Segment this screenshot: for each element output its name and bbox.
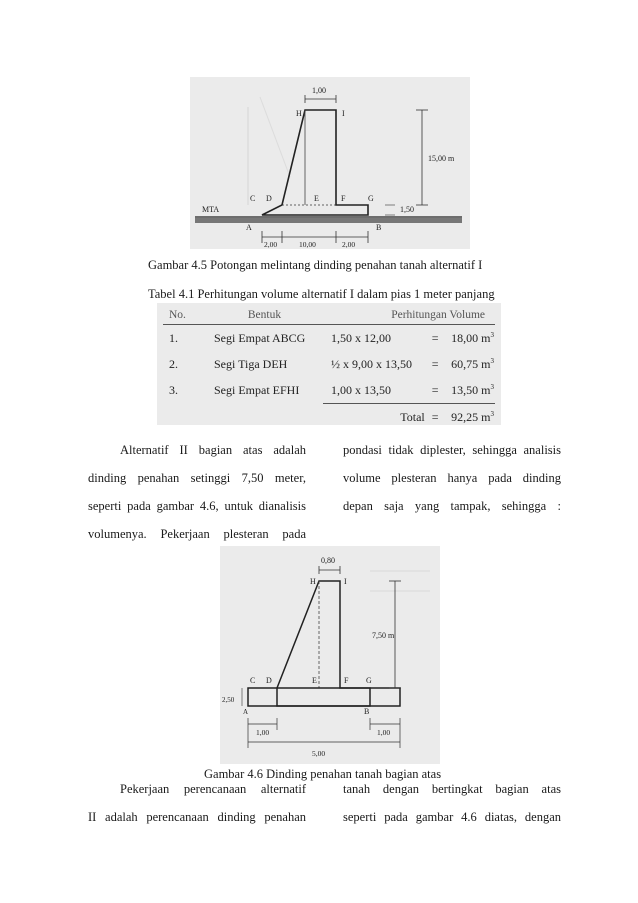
figure-4-6 (220, 546, 440, 764)
th-bentuk: Bentuk (206, 305, 323, 325)
cell-eq: = (431, 330, 439, 345)
point-D: D (266, 676, 272, 685)
point-C: C (250, 194, 256, 203)
foundation-block (248, 688, 400, 706)
point-A: A (243, 708, 249, 716)
cell-value: 60,75 (451, 356, 479, 371)
cell-calc: 1,00 x 13,50 (331, 382, 391, 397)
cell-unit-sup: 3 (490, 356, 494, 365)
text-line: seperti pada gambar 4.6 diatas, dengan (343, 810, 561, 824)
text-line: Alternatif II bagian atas adalah (120, 443, 306, 457)
figure-4-5 (190, 77, 470, 249)
dim-left: 1,00 (256, 728, 270, 737)
table-row (163, 351, 495, 377)
point-F: F (344, 676, 349, 685)
point-H: H (310, 577, 316, 586)
point-B: B (364, 707, 370, 716)
text-line: pondasi tidak diplester, sehingga analisis (343, 443, 561, 457)
text-line: seperti pada gambar 4.6, untuk dianalisis (88, 499, 306, 513)
figure-4-5-caption: Gambar 4.5 Potongan melintang dinding penahan tanah alternatif I (148, 258, 483, 272)
text-line: Pekerjaan perencanaan alternatif (120, 782, 306, 796)
dim-base-thick: 1,50 (400, 205, 414, 214)
text-line: volume plesteran hanya pada dinding (343, 471, 561, 485)
dim-right: 1,00 (377, 728, 391, 737)
point-E: E (314, 194, 319, 203)
total-value: 92,25 (451, 409, 479, 424)
paragraph-2-right (343, 775, 561, 831)
cell-shape: Segi Empat EFHI (214, 382, 300, 397)
cell-shape: Segi Empat ABCG (214, 330, 306, 345)
total-unit-sup: 3 (490, 409, 494, 418)
paragraph-1-left (88, 436, 306, 548)
cell-unit: m (481, 330, 491, 345)
text-line: dinding penahan setinggi 7,50 meter, (88, 471, 306, 485)
point-G: G (366, 676, 372, 685)
cell-no: 1. (169, 330, 178, 345)
cell-unit-sup: 3 (490, 330, 494, 339)
cell-eq: = (431, 382, 439, 397)
dim-left: 2,00 (264, 240, 278, 249)
cell-no: 3. (169, 382, 178, 397)
dim-height: 7,50 m (372, 631, 395, 640)
point-H: H (296, 109, 302, 118)
table-row (163, 325, 495, 352)
total-unit: m (481, 409, 491, 424)
dim-total: 5,00 (312, 749, 326, 758)
label-mta: MTA (202, 205, 220, 214)
point-A: A (246, 223, 252, 232)
cell-value: 18,00 (451, 330, 479, 345)
figure-4-5-drawing (190, 77, 470, 249)
total-eq: = (431, 404, 442, 431)
table-total-row (163, 404, 495, 431)
total-label: Total (323, 404, 431, 431)
cell-value: 13,50 (451, 382, 479, 397)
point-I: I (342, 109, 345, 118)
table-4-1 (157, 303, 501, 425)
cell-calc: ½ x 9,00 x 13,50 (331, 356, 412, 371)
table-row (163, 377, 495, 404)
cell-shape: Segi Tiga DEH (214, 356, 288, 371)
dim-right: 2,00 (342, 240, 356, 249)
dim-top-width: 1,00 (312, 86, 326, 95)
cell-calc: 1,50 x 12,00 (331, 330, 391, 345)
figure-4-6-caption: Gambar 4.6 Dinding penahan tanah bagian atas (204, 767, 442, 781)
dim-top-width: 0,80 (321, 556, 335, 565)
point-D: D (266, 194, 272, 203)
point-C: C (250, 676, 256, 685)
th-no: No. (163, 305, 206, 325)
point-G: G (368, 194, 374, 203)
ground-hatch (195, 218, 462, 223)
point-I: I (344, 577, 347, 586)
text-line: II adalah perencanaan dinding penahan (88, 810, 306, 824)
cell-unit: m (481, 356, 491, 371)
text-line: tanah dengan bertingkat bagian atas (343, 782, 561, 796)
cell-unit-sup: 3 (490, 382, 494, 391)
dim-height: 15,00 m (428, 154, 455, 163)
th-perhitungan: Perhitungan Volume (323, 305, 495, 325)
cell-eq: = (431, 356, 439, 371)
dim-base-thick: 2,50 (222, 696, 235, 704)
cell-unit: m (481, 382, 491, 397)
volume-table (163, 305, 495, 430)
dim-mid: 10,00 (299, 240, 316, 249)
figure-4-6-drawing (220, 546, 440, 764)
paragraph-1-right (343, 436, 561, 520)
table-4-1-caption: Tabel 4.1 Perhitungan volume alternatif I dalam pias 1 meter panjang (148, 287, 495, 301)
text-line: depan saja yang tampak, sehingga : (343, 499, 561, 513)
cell-no: 2. (169, 356, 178, 371)
text-line: volumenya. Pekerjaan plesteran pada (88, 527, 306, 541)
point-B: B (376, 223, 382, 232)
paragraph-2-left (88, 775, 306, 831)
point-E: E (312, 676, 317, 685)
point-F: F (341, 194, 346, 203)
